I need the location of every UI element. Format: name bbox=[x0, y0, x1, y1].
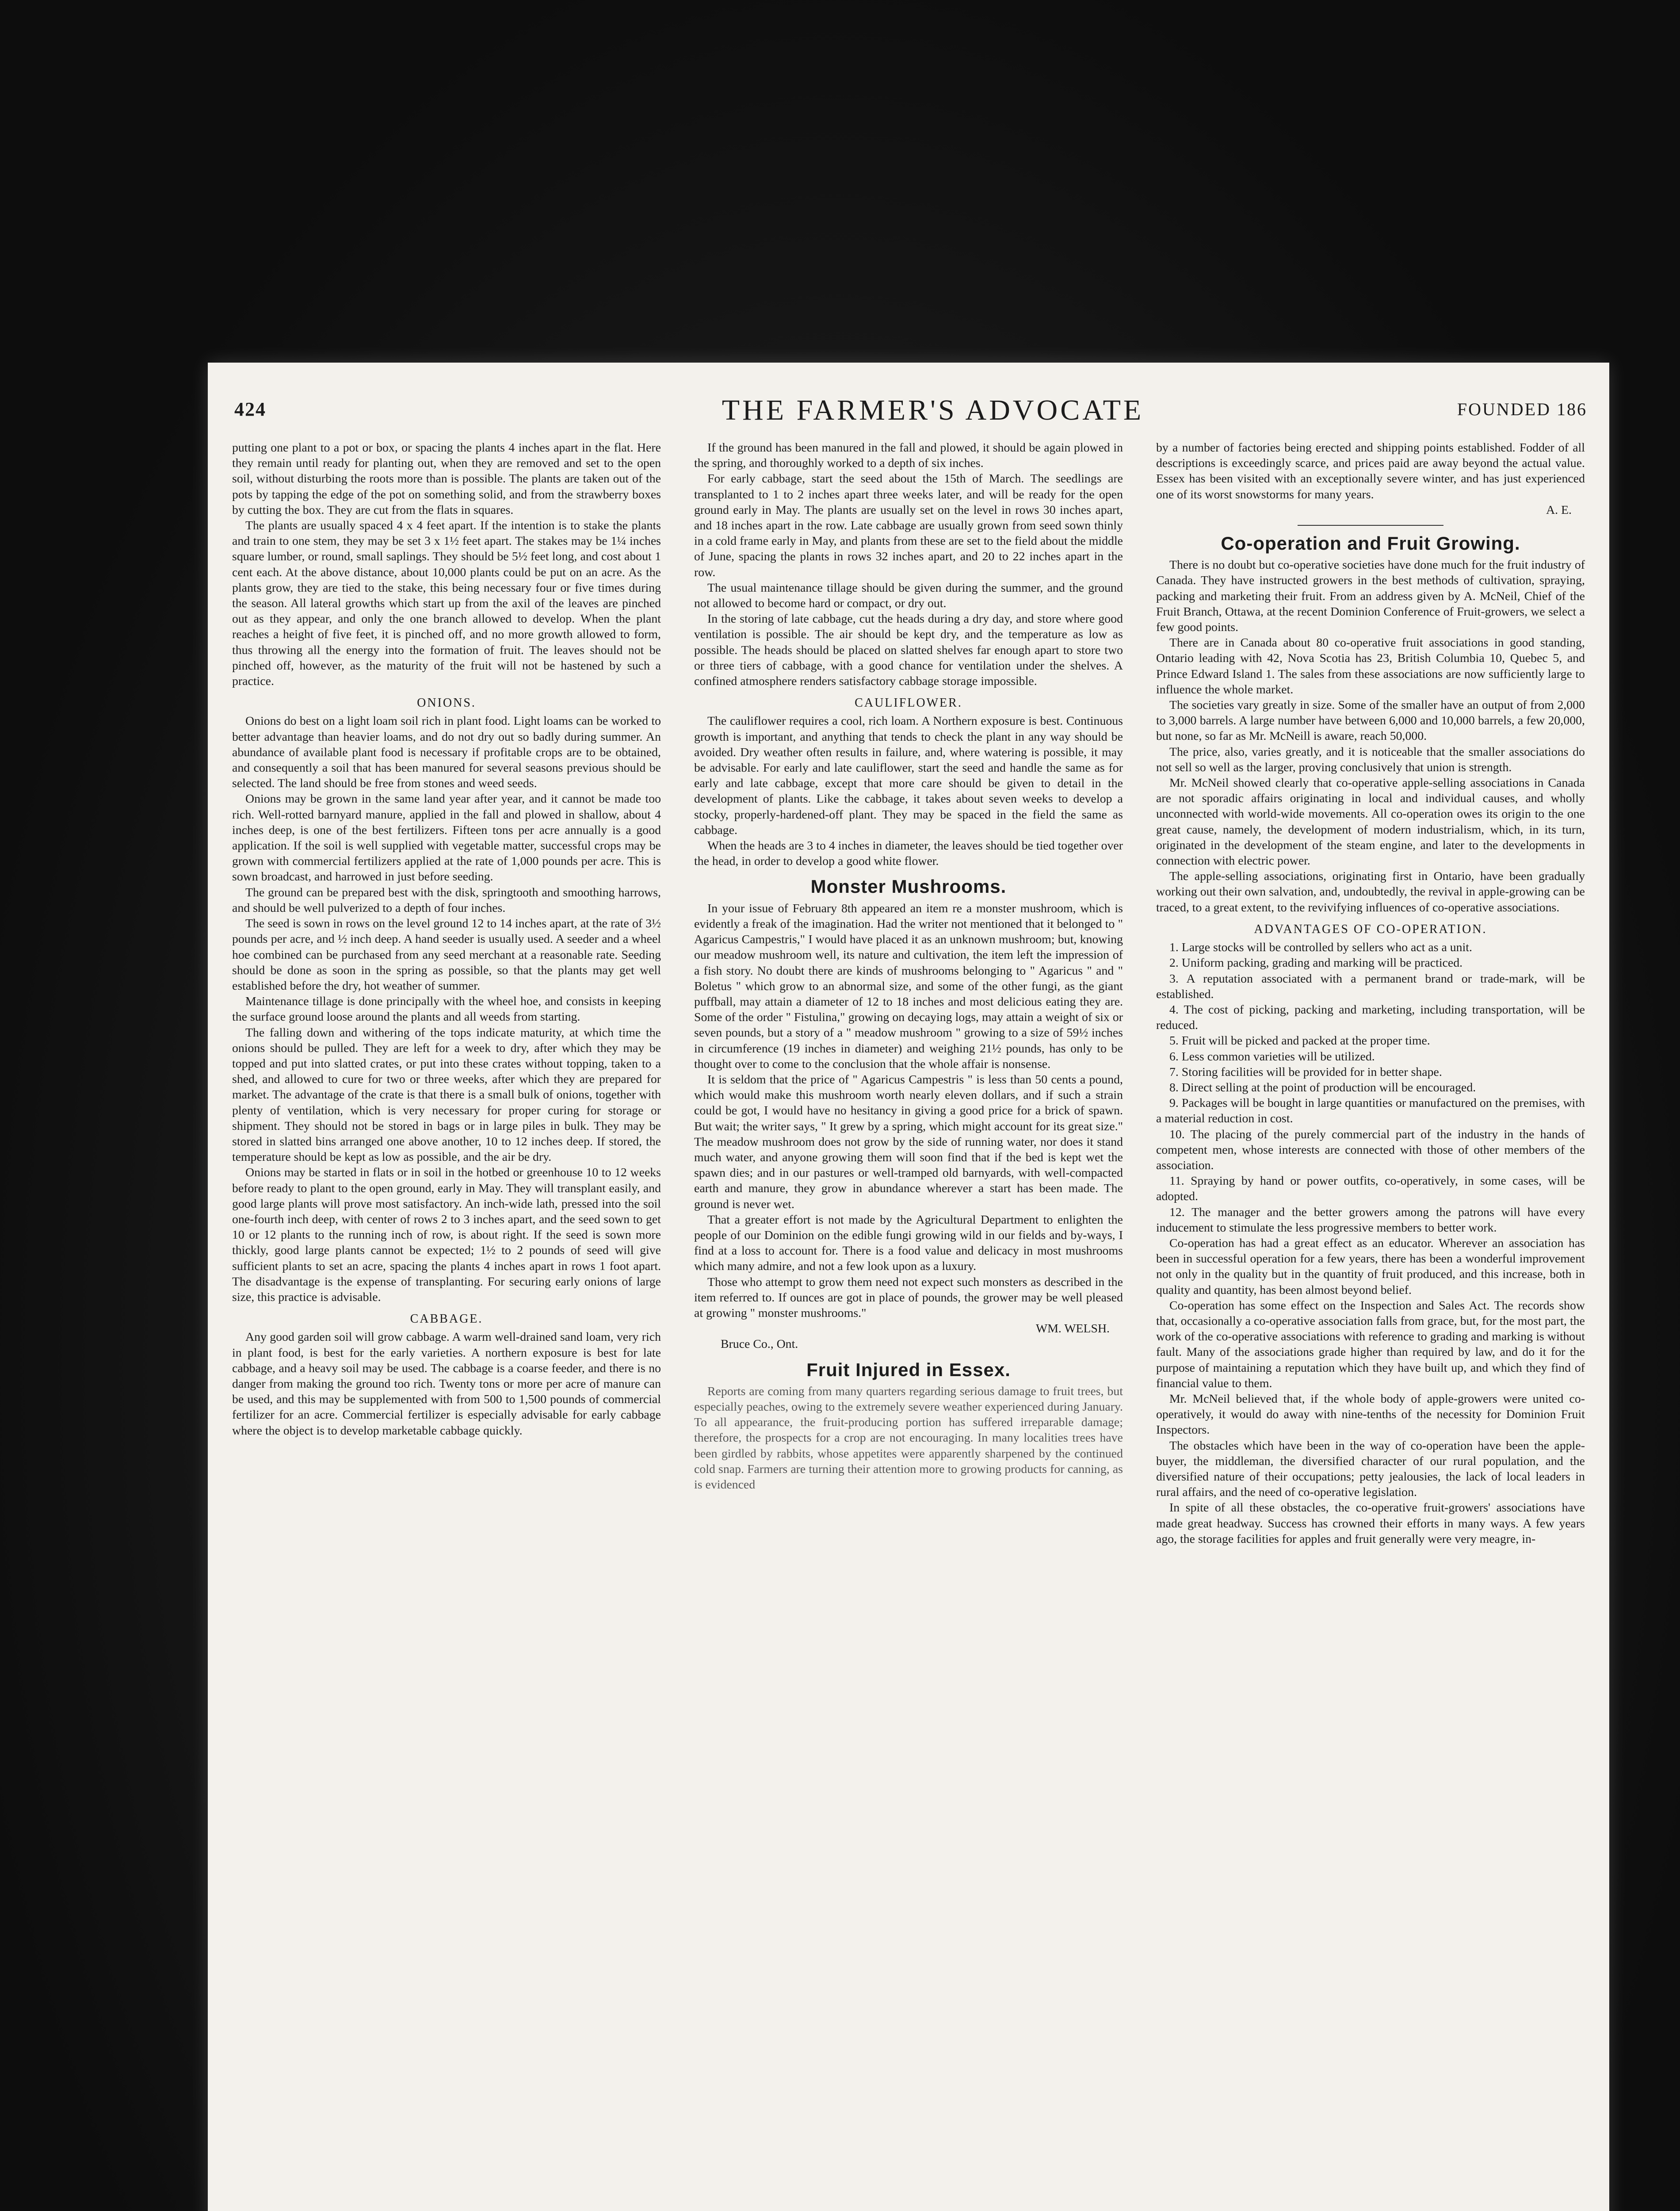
paragraph: The ground can be prepared best with the disk, springtooth and smoothing harrows, and should be well pulverized to a depth of four inches. bbox=[232, 885, 661, 915]
paragraph: Mr. McNeil showed clearly that co-operative apple-selling associations in Canada are not sporadic affairs originating in local and individual causes, and wholly unconnected with world-wide movements. All co-operation owes its origin to the one great cause, namely, the development of modern industrialism, which, in its turn, originated in the development of the steam engine, and later to the developments in connection with electric power. bbox=[1156, 776, 1585, 868]
masthead-title: THE FARMER'S ADVOCATE bbox=[722, 394, 1144, 426]
paragraph: Onions may be started in flats or in soil in the hotbed or greenhouse 10 to 12 weeks before ready to plant to the open ground, early in May. They will transplant easily, and good large plants will prove most satisfactory. An inch-wide lath, pressed into the soil one-fourth inch deep, with center of rows 2 to 3 inches apart, and the seed sown to get 10 or 12 plants to the running inch of row, is about right. If the seed is sown more thickly, good large plants cannot be expected; 1½ to 2 pounds of seed will give sufficient plants to set an acre, spacing the plants 4 inches apart in rows 1 foot apart. The disadvantage is the expense of transplanting. For securing early onions of large size, this practice is advisable. bbox=[232, 1166, 661, 1304]
list-item: 4. The cost of picking, packing and marketing, including transportation, will be reduced. bbox=[1156, 1002, 1585, 1033]
article-headline-essex: Fruit Injured in Essex. bbox=[806, 1359, 1011, 1380]
column-3 bbox=[1156, 440, 1585, 1547]
section-heading-cauliflower: CAULIFLOWER. bbox=[855, 696, 962, 710]
paragraph: Reports are coming from many quarters regarding serious damage to fruit trees, but especially peaches, owing to the extremely severe weather experienced during January. To all appearance, the fruit-producing portion has suffered irreparable damage; therefore, the prospects for a crop are not encouraging. In many localities trees have been girdled by rabbits, whose appetites were apparently sharpened by the continued cold snap. Farmers are turning their attention more to growing products for canning, as is evidenced bbox=[694, 1384, 1123, 1492]
paragraph: There is no doubt but co-operative societies have done much for the fruit industry of Canada. They have instructed growers in the best methods of cultivation, spraying, packing and marketing their fruit. From an address given by A. McNeil, Chief of the Fruit Branch, Ottawa, at the recent Dominion Conference of Fruit-growers, we select a few good points. bbox=[1156, 558, 1585, 635]
article-headline-mushrooms: Monster Mushrooms. bbox=[810, 876, 1007, 897]
paragraph: Co-operation has some effect on the Inspection and Sales Act. The records show that, occasionally a co-operative association falls from grace, but, for the most part, the work of the co-operative associations with reference to grading and marking is without fault. Many of the associations grade higher than required by law, and do it for the purpose of maintaining a reputation which they have built up, and which they find of financial value to them. bbox=[1156, 1298, 1585, 1390]
list-item: 1. Large stocks will be controlled by sellers who act as a unit. bbox=[1169, 941, 1472, 955]
paragraph: In the storing of late cabbage, cut the heads during a dry day, and store where good ventilation is possible. The air should be kept dry, and the temperature as low as possible. The heads should be placed on slatted shelves far enough apart to store two or three tiers of cabbage, with a good chance for ventilation under the shelves. A confined atmosphere renders satisfactory cabbage storage impossible. bbox=[694, 612, 1123, 689]
page-number: 424 bbox=[234, 398, 266, 420]
signature: A. E. bbox=[1546, 503, 1572, 517]
paragraph: For early cabbage, start the seed about the 15th of March. The seedlings are transplanted to 1 to 2 inches apart three weeks later, and will be ready for the open ground early in May. The plants are usually set on the level in rows 30 inches apart, and 18 inches apart in the row. Late cabbage are usually grown from seed sown thinly in a cold frame early in May, and plants from these are set to the field about the middle of June, spacing the plants in rows 32 inches apart, and 20 to 22 inches apart in the row. bbox=[694, 472, 1123, 579]
paragraph: The seed is sown in rows on the level ground 12 to 14 inches apart, at the rate of 3½ pounds per acre, and ½ inch deep. A hand seeder is usually used. A seeder and a wheel hoe combined can be purchased from any seed merchant at a reasonable rate. Seeding should be done as soon in the spring as possible, so that the plants may get well established before the dry, hot weather of summer. bbox=[232, 917, 661, 993]
paragraph: There are in Canada about 80 co-operative fruit associations in good standing, Ontario leading with 42, Nova Scotia has 23, British Columbia 10, Quebec 5, and Prince Edward Island 1. The sales from these associations are now sufficiently large to influence the whole market. bbox=[1156, 636, 1585, 696]
founded-label: FOUNDED 186 bbox=[1457, 399, 1587, 419]
column-2 bbox=[694, 440, 1123, 1492]
paragraph: In spite of all these obstacles, the co-operative fruit-growers' associations have made great headway. Success has crowned their efforts in many ways. A few years ago, the storage facilities for apples and fruit generally were very meagre, in- bbox=[1156, 1501, 1585, 1546]
paragraph: If the ground has been manured in the fall and plowed, it should be again plowed in the spring, and thoroughly worked to a depth of six inches. bbox=[694, 441, 1123, 471]
paragraph: The usual maintenance tillage should be given during the summer, and the ground not allowed to become hard or compact, or dry out. bbox=[694, 581, 1123, 611]
list-item: 6. Less common varieties will be utilized. bbox=[1169, 1049, 1375, 1063]
paragraph: Mr. McNeil believed that, if the whole body of apple-growers were united co-operatively, it would do away with nine-tenths of the necessity for Dominion Fruit Inspectors. bbox=[1156, 1392, 1585, 1437]
paragraph: by a number of factories being erected and shipping points established. Fodder of all descriptions is exceedingly scarce, and prices paid are away beyond the actual value. Essex has been visited with an exceptionally severe winter, and has just experienced one of its worst snowstorms for many years. bbox=[1156, 441, 1585, 501]
paragraph: The plants are usually spaced 4 x 4 feet apart. If the intention is to stake the plants and train to one stem, they may be set 3 x 1½ feet apart. The stakes may be 1¼ inches square lumber, or round, small saplings. They should be 5½ feet long, and cost about 1 cent each. At the above distance, about 10,000 plants could be put on an acre. As the plants grow, they are tied to the stake, this being necessary four or five times during the season. All lateral growths which start up from the axil of the leaves are pinched out as they appear, and only the one branch allowed to develop. When the plant reaches a height of five feet, it is pinched off, and no more growth allowed to form, thus throwing all the energy into the formation of fruit. The leaves should not be pinched off, however, as the maturity of the fruit will not be hastened by such a practice. bbox=[232, 519, 661, 689]
paragraph: The apple-selling associations, originating first in Ontario, have been gradually working out their own salvation, and, undoubtedly, the revival in apple-growing can be traced, to a great extent, to the revivifying influences of co-operative associations. bbox=[1156, 869, 1585, 914]
list-item: 5. Fruit will be picked and packed at the proper time. bbox=[1169, 1034, 1430, 1048]
paragraph: The societies vary greatly in size. Some of the smaller have an output of from 2,000 to 3,000 barrels. A large number have between 6,000 and 10,000 barrels, a few 20,000, but none, so far as Mr. McNeill is aware, reach 50,000. bbox=[1156, 698, 1585, 743]
paragraph: The obstacles which have been in the way of co-operation have been the apple-buyer, the middleman, the diversified character of our rural population, and the diversified nature of their occupations; petty jealousies, the lack of local leaders in rural affairs, and the need of co-operative legislation. bbox=[1156, 1438, 1585, 1500]
list-item: 12. The manager and the better growers among the patrons will have every inducement to stimulate the less progressive members to better work. bbox=[1156, 1205, 1585, 1235]
section-heading-onions: ONIONS. bbox=[417, 696, 476, 710]
paragraph: When the heads are 3 to 4 inches in diameter, the leaves should be tied together over the head, in order to develop a good white flower. bbox=[694, 839, 1123, 868]
list-item: 7. Storing facilities will be provided for in better shape. bbox=[1169, 1065, 1442, 1079]
paragraph: The falling down and withering of the tops indicate maturity, at which time the onions should be pulled. They are left for a week to dry, after which they may be topped and put into slatted crates, or put into these crates without topping, taken to a shed, and allowed to cure for two or three weeks, after which they are prepared for market. The advantage of the crate is that there is a small bulk of onions, together with plenty of ventilation, which is very necessary for proper curing for storage or shipment. They should not be stored in bags or in large piles in bulk. They may be stored in slatted bins arranged one above another, 10 to 12 inches deep. If stored, the temperature should be kept as low as possible, and the air be dry. bbox=[232, 1025, 661, 1164]
paragraph: Onions may be grown in the same land year after year, and it cannot be made too rich. Well-rotted barnyard manure, applied in the fall and plowed in shallow, about 4 inches deep, is one of the best fertilizers. Fifteen tons per acre annually is a good application. If the soil is well supplied with vegetable matter, successful crops may be grown with commercial fertilizers applied at the rate of 1,000 pounds per acre. This is sown broadcast, and harrowed in just before seeding. bbox=[232, 792, 661, 884]
list-item: 2. Uniform packing, grading and marking will be practiced. bbox=[1169, 956, 1463, 970]
paragraph: That a greater effort is not made by the Agricultural Department to enlighten the people of our Dominion on the edible fungi growing wild in our fields and by-ways, I find at a loss to account for. There is a food value and delicacy in most mushrooms which many admire, and not a few look upon as a luxury. bbox=[694, 1213, 1123, 1274]
paragraph: Maintenance tillage is done principally with the wheel hoe, and consists in keeping the surface ground loose around the plants and all weeds from starting. bbox=[232, 995, 661, 1024]
list-item: 3. A reputation associated with a permanent brand or trade-mark, will be established. bbox=[1156, 972, 1585, 1001]
list-item: 9. Packages will be bought in large quantities or manufactured on the premises, with a material reduction in cost. bbox=[1156, 1096, 1585, 1126]
column-1 bbox=[232, 440, 661, 1438]
divider bbox=[1298, 525, 1443, 526]
list-item: 11. Spraying by hand or power outfits, co-operatively, in some cases, will be adopted. bbox=[1156, 1174, 1585, 1204]
paragraph: In your issue of February 8th appeared an item re a monster mushroom, which is evidently a freak of the imagination. Had the writer not mentioned that it belonged to " Agaricus Campestris," I would have placed it as an unknown mushroom; but, knowing our meadow mushroom well, its nature and cultivation, the item left the impression of a fish story. No doubt there are kinds of mushrooms belonging to " Agaricus " and " Boletus " which grow to an abnormal size, and some of the other fungi, as the giant puffball, may attain a diameter of 12 to 18 inches and most delicious eating they are. Some of the order " Fistulina," growing on decaying logs, may attain a weight of six or seven pounds, but a story of a " meadow mushroom " growing to a size of 59½ inches in circumference (19 inches in diameter) and weighing 21½ pounds, has only to be thought over to come to the conclusion that the whole affair is nonsense. bbox=[694, 901, 1123, 1071]
newspaper-page bbox=[208, 363, 1609, 2211]
paragraph: The price, also, varies greatly, and it is noticeable that the smaller associations do not sell so well as the larger, proving conclusively that union is strength. bbox=[1156, 745, 1585, 774]
paragraph: It is seldom that the price of " Agaricus Campestris " is less than 50 cents a pound, which would make this mushroom worth nearly eleven dollars, and if such a strain could be got, I would have no hesitancy in giving a good price for a brick of spawn. But wait; the writer says, " It grew by a spring, which might account for its great size." The meadow mushroom does not grow by the side of running water, nor does it stand much water, and anyone growing them will soon find that if the bed is kept wet the spawn dies; and in our pastures or well-tramped old barnyards, with well-compacted earth and manure, they grow in abundance wherever a start has been made. The ground is never wet. bbox=[694, 1072, 1123, 1211]
list-item: 8. Direct selling at the point of production will be encouraged. bbox=[1169, 1080, 1476, 1094]
signature-place: Bruce Co., Ont. bbox=[721, 1337, 798, 1351]
paragraph: Co-operation has had a great effect as an educator. Wherever an association has been in successful operation for a few years, there has been a wonderful improvement not only in the quality but in the quantity of fruit produced, and this increase, both in quality and quantity, has been almost beyond belief. bbox=[1156, 1236, 1585, 1297]
article-headline-cooperation: Co-operation and Fruit Growing. bbox=[1221, 533, 1520, 554]
paragraph: Any good garden soil will grow cabbage. A warm well-drained sand loam, very rich in plant food, is best for the early varieties. A northern exposure is best for late cabbage, and a heavy soil may be used. The cabbage is a coarse feeder, and there is no danger from making the ground too rich. Twenty tons or more per acre of manure can be used, and this may be supplemented with from 500 to 1,500 pounds of commercial fertilizer for an acre. Commercial fertilizer is especially advisable for early cabbage where the object is to develop marketable cabbage quickly. bbox=[232, 1330, 661, 1438]
paragraph: putting one plant to a pot or box, or spacing the plants 4 inches apart in the flat. Here they remain until ready for planting out, when they are removed and set to the open soil, without disturbing the roots more than is possible. The plants are taken out of the pots by tapping the edge of the pot on something solid, and from the strawberry boxes by cutting the box. They are cut from the flats in squares. bbox=[232, 441, 661, 517]
section-heading-cabbage: CABBAGE. bbox=[410, 1312, 483, 1326]
paragraph: The cauliflower requires a cool, rich loam. A Northern exposure is best. Continuous growth is important, and anything that tends to check the plant in any way should be avoided. Dry weather often results in failure, and, where watering is possible, it may be advisable. For early and late cauliflower, start the seed and handle the same as for early and late cabbage, except that more care should be given to detail in the development of plants. Like the cabbage, it takes about seven weeks to develop a stocky, properly-hardened-off plant. They may be spaced in the field the same as cabbage. bbox=[694, 714, 1123, 837]
page-header bbox=[234, 394, 1587, 429]
paragraph: Onions do best on a light loam soil rich in plant food. Light loams can be worked to better advantage than heavier loams, and do not dry out so badly during summer. An abundance of available plant food is necessary if profitable crops are to be obtained, and consequently a soil that has been manured for several seasons previous should be selected. The land should be free from stones and weed seeds. bbox=[232, 714, 661, 791]
signature: WM. WELSH. bbox=[1035, 1322, 1110, 1336]
section-heading-advantages: ADVANTAGES OF CO-OPERATION. bbox=[1254, 922, 1487, 936]
list-item: 10. The placing of the purely commercial part of the industry in the hands of competent men, whose interests are connected with those of other members of the association. bbox=[1156, 1127, 1585, 1172]
paragraph: Those who attempt to grow them need not expect such monsters as described in the item referred to. If ounces are got in place of pounds, the grower may be well pleased at growing " monster mushrooms." bbox=[694, 1275, 1123, 1320]
